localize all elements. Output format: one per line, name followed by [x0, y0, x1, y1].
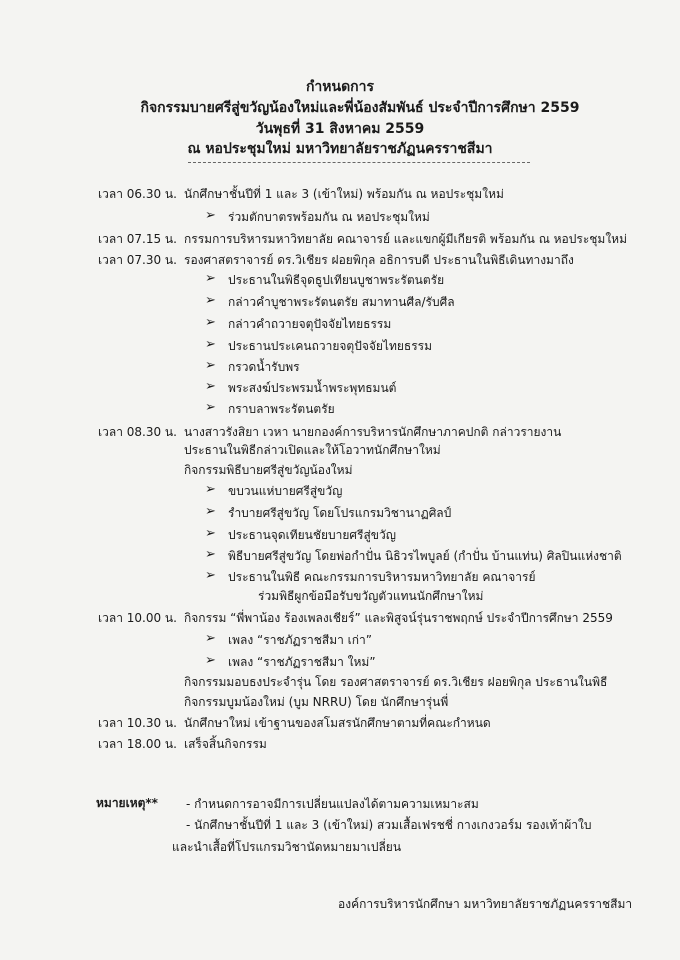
schedule-item: กล่าวคำบูชาพระรัตนตรัย สมาทานศีล/รับศีล [228, 295, 455, 309]
schedule-time: เวลา 07.15 น. [98, 232, 177, 246]
schedule-text: กิจกรรมพิธีบายศรีสู่ขวัญน้องใหม่ [184, 463, 353, 477]
event-date: วันพุธที่ 31 สิงหาคม 2559 [255, 121, 425, 137]
schedule-item: รำบายศรีสู่ขวัญ โดยโปรแกรมวิชานาฏศิลป์ [228, 506, 452, 520]
schedule-text: กิจกรรมบูมน้องใหม่ (บูม NRRU) โดย นักศึกษารุ่นพี่ [184, 695, 449, 709]
schedule-item: ประธานประเคนถวายจตุปัจจัยไทยธรรม [228, 339, 433, 353]
note-line: และนำเสื้อที่โปรแกรมวิชานัดหมายมาเปลี่ยน [172, 840, 402, 854]
footer-signature: องค์การบริหารนักศึกษา มหาวิทยาลัยราชภัฏนครราชสีมา [338, 897, 633, 911]
schedule-item-continuation: ร่วมพิธีผูกข้อมือรับขวัญตัวแทนนักศึกษาใหม่ [258, 589, 484, 603]
schedule-item: พระสงฆ์ประพรมน้ำพระพุทธมนต์ [228, 381, 397, 395]
schedule-item: กรวดน้ำรับพร [228, 360, 300, 374]
schedule-time: เวลา 10.30 น. [98, 716, 177, 730]
schedule-item: ร่วมตักบาตรพร้อมกัน ณ หอประชุมใหม่ [228, 210, 430, 224]
schedule-item: เพลง “ราชภัฏราชสีมา ใหม่” [228, 655, 376, 669]
event-title: กิจกรรมบายศรีสู่ขวัญน้องใหม่และพี่น้องสัมพันธ์ ประจำปีการศึกษา 2559 [140, 100, 580, 116]
schedule-item: กล่าวคำถวายจตุปัจจัยไทยธรรม [228, 317, 392, 331]
arrow-bullet-icon: ➢ [205, 526, 216, 541]
schedule-item: เพลง “ราชภัฏราชสีมา เก่า” [228, 633, 372, 647]
note-label: หมายเหตุ** [96, 796, 158, 810]
schedule-text: กิจกรรมมอบธงประจำรุ่น โดย รองศาสตราจารย์ ดร.วิเชียร ฝอยพิกุล ประธานในพิธี [184, 675, 608, 689]
schedule-item: พิธีบายศรีสู่ขวัญ โดยพ่อกำปั่น นิธิวรไพบูลย์ (กำปั่น บ้านแท่น) ศิลปินแห่งชาติ [228, 549, 622, 563]
arrow-bullet-icon: ➢ [205, 504, 216, 519]
schedule-time: เวลา 10.00 น. [98, 611, 177, 625]
arrow-bullet-icon: ➢ [205, 568, 216, 583]
header-divider [188, 162, 530, 163]
schedule-text: รองศาสตราจารย์ ดร.วิเชียร ฝอยพิกุล อธิการบดี ประธานในพิธีเดินทางมาถึง [184, 253, 574, 267]
schedule-item: ประธานในพิธีจุดธูปเทียนบูชาพระรัตนตรัย [228, 273, 445, 287]
arrow-bullet-icon: ➢ [205, 379, 216, 394]
arrow-bullet-icon: ➢ [205, 358, 216, 373]
schedule-item: กราบลาพระรัตนตรัย [228, 402, 335, 416]
arrow-bullet-icon: ➢ [205, 208, 216, 223]
schedule-item: ขบวนแห่บายศรีสู่ขวัญ [228, 484, 343, 498]
document-heading: กำหนดการ [305, 79, 375, 95]
arrow-bullet-icon: ➢ [205, 631, 216, 646]
arrow-bullet-icon: ➢ [205, 293, 216, 308]
schedule-text: เสร็จสิ้นกิจกรรม [184, 737, 267, 751]
arrow-bullet-icon: ➢ [205, 482, 216, 497]
schedule-text: กิจกรรม “พี่พาน้อง ร้องเพลงเชียร์” และพิสูจน์รุ่นราชพฤกษ์ ประจำปีการศึกษา 2559 [184, 611, 613, 625]
schedule-time: เวลา 06.30 น. [98, 187, 177, 201]
note-line: - นักศึกษาชั้นปีที่ 1 และ 3 (เข้าใหม่) สวมเสื้อเฟรชชี่ กางเกงวอร์ม รองเท้าผ้าใบ [186, 818, 592, 832]
schedule-text: ประธานในพิธีกล่าวเปิดและให้โอวาทนักศึกษาใหม่ [184, 443, 441, 457]
schedule-time: เวลา 08.30 น. [98, 425, 177, 439]
arrow-bullet-icon: ➢ [205, 315, 216, 330]
schedule-item: ประธานจุดเทียนชัยบายศรีสู่ขวัญ [228, 528, 396, 542]
schedule-item: ประธานในพิธี คณะกรรมการบริหารมหาวิทยาลัย คณาจารย์ [228, 570, 536, 584]
note-line: - กำหนดการอาจมีการเปลี่ยนแปลงได้ตามความเหมาะสม [186, 797, 479, 811]
schedule-text: นักศึกษาใหม่ เข้าฐานของสโมสรนักศึกษาตามที่คณะกำหนด [184, 716, 491, 730]
schedule-text: นางสาวรังสิยา เวหา นายกองค์การบริหารนักศึกษาภาคปกติ กล่าวรายงาน [184, 425, 562, 439]
arrow-bullet-icon: ➢ [205, 400, 216, 415]
event-venue: ณ หอประชุมใหม่ มหาวิทยาลัยราชภัฏนครราชสีมา [187, 141, 493, 157]
schedule-time: เวลา 07.30 น. [98, 253, 177, 267]
schedule-text: นักศึกษาชั้นปีที่ 1 และ 3 (เข้าใหม่) พร้อมกัน ณ หอประชุมใหม่ [184, 187, 504, 201]
schedule-time: เวลา 18.00 น. [98, 737, 177, 751]
schedule-text: กรรมการบริหารมหาวิทยาลัย คณาจารย์ และแขกผู้มีเกียรติ พร้อมกัน ณ หอประชุมใหม่ [184, 232, 627, 246]
arrow-bullet-icon: ➢ [205, 653, 216, 668]
arrow-bullet-icon: ➢ [205, 547, 216, 562]
arrow-bullet-icon: ➢ [205, 271, 216, 286]
arrow-bullet-icon: ➢ [205, 337, 216, 352]
